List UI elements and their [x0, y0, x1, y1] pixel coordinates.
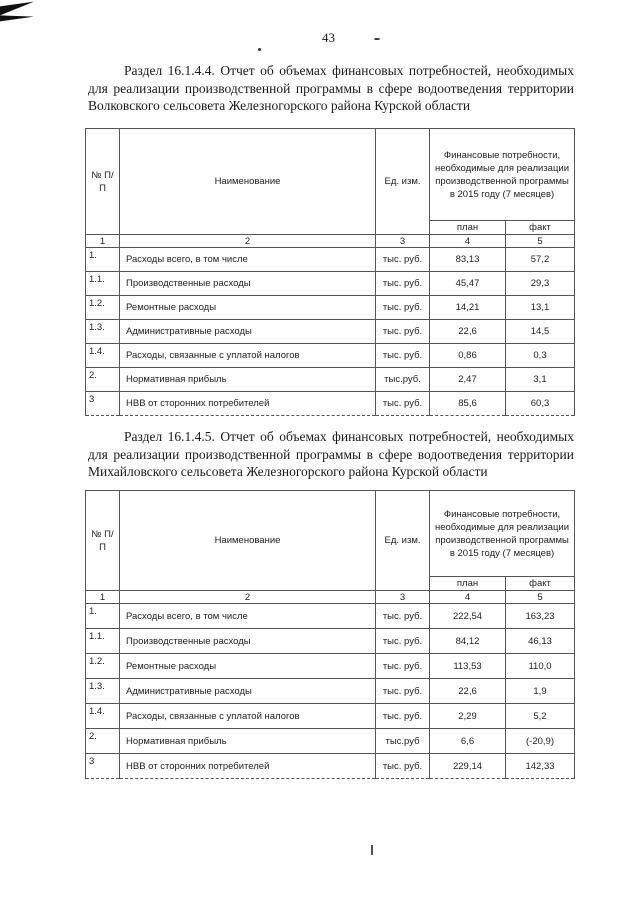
- row-unit: тыс. руб.: [376, 392, 430, 416]
- table-row: [86, 679, 575, 704]
- row-fact-value: 46,13: [506, 629, 575, 654]
- row-number: 1.3.: [86, 320, 120, 344]
- row-name: Ремонтные расходы: [120, 296, 376, 320]
- row-number: 1.3.: [86, 679, 120, 704]
- column-index: 1: [86, 591, 120, 604]
- row-name: Производственные расходы: [120, 629, 376, 654]
- row-number: 1.1.: [86, 272, 120, 296]
- column-index: 4: [430, 235, 506, 248]
- table-row: [86, 629, 575, 654]
- header-financial-needs: Финансовые потребности, необходимые для реализации производственной программы в 2015 году (7 месяцев): [430, 129, 575, 221]
- row-plan-value: 2,29: [430, 704, 506, 729]
- page-number: 43: [322, 30, 335, 45]
- header-name: Наименование: [120, 491, 376, 591]
- row-plan-value: 14,21: [430, 296, 506, 320]
- row-plan-value: 229,14: [430, 754, 506, 779]
- header-number: № П/П: [86, 129, 120, 235]
- row-unit: тыс. руб.: [376, 704, 430, 729]
- header-plan: план: [430, 577, 506, 591]
- row-unit: тыс.руб: [376, 729, 430, 754]
- row-unit: тыс. руб.: [376, 320, 430, 344]
- column-index: 3: [376, 235, 430, 248]
- column-index-row: [86, 235, 575, 248]
- table-row: [86, 729, 575, 754]
- header-name: Наименование: [120, 129, 376, 235]
- row-plan-value: 2,47: [430, 368, 506, 392]
- row-fact-value: 0,3: [506, 344, 575, 368]
- row-name: Ремонтные расходы: [120, 654, 376, 679]
- row-unit: тыс. руб.: [376, 344, 430, 368]
- row-name: Административные расходы: [120, 679, 376, 704]
- table-row: [86, 392, 575, 416]
- row-plan-value: 84,12: [430, 629, 506, 654]
- row-fact-value: 110,0: [506, 654, 575, 679]
- row-plan-value: 45,47: [430, 272, 506, 296]
- row-fact-value: 13,1: [506, 296, 575, 320]
- row-name: Расходы всего, в том числе: [120, 248, 376, 272]
- row-unit: тыс. руб.: [376, 604, 430, 629]
- row-fact-value: 3,1: [506, 368, 575, 392]
- row-unit: тыс. руб.: [376, 754, 430, 779]
- row-fact-value: (-20,9): [506, 729, 575, 754]
- row-unit: тыс. руб.: [376, 272, 430, 296]
- row-plan-value: 222,54: [430, 604, 506, 629]
- row-number: 1.4.: [86, 704, 120, 729]
- row-number: 1.2.: [86, 654, 120, 679]
- header-number: № П/П: [86, 491, 120, 591]
- row-number: 2.: [86, 368, 120, 392]
- column-index-row: [86, 591, 575, 604]
- row-fact-value: 14,5: [506, 320, 575, 344]
- table-row: [86, 272, 575, 296]
- financial-needs-table: [85, 490, 575, 779]
- table-row: [86, 320, 575, 344]
- row-number: 3: [86, 392, 120, 416]
- row-name: НВВ от сторонних потребителей: [120, 754, 376, 779]
- header-unit: Ед. изм.: [376, 491, 430, 591]
- row-plan-value: 22,6: [430, 320, 506, 344]
- row-name: Нормативная прибыль: [120, 368, 376, 392]
- scan-speck: [258, 48, 261, 51]
- column-index: 2: [120, 235, 376, 248]
- row-unit: тыс. руб.: [376, 629, 430, 654]
- section-title: Раздел 16.1.4.5. Отчет об объемах финансовых потребностей, необходимых для реализации производственной программы в сфере водоотведения территории Михайловского сельсовета Железногорского района Курской области: [88, 429, 574, 479]
- row-plan-value: 6,6: [430, 729, 506, 754]
- row-name: Нормативная прибыль: [120, 729, 376, 754]
- row-name: Расходы, связанные с уплатой налогов: [120, 344, 376, 368]
- row-fact-value: 57,2: [506, 248, 575, 272]
- table-row: [86, 344, 575, 368]
- row-fact-value: 163,23: [506, 604, 575, 629]
- row-number: 1.4.: [86, 344, 120, 368]
- row-plan-value: 0,86: [430, 344, 506, 368]
- row-plan-value: 85,6: [430, 392, 506, 416]
- row-unit: тыс.руб.: [376, 368, 430, 392]
- row-unit: тыс. руб.: [376, 296, 430, 320]
- table-row: [86, 604, 575, 629]
- column-index: 5: [506, 235, 575, 248]
- table-row: [86, 754, 575, 779]
- column-index: 4: [430, 591, 506, 604]
- row-name: Производственные расходы: [120, 272, 376, 296]
- row-name: Административные расходы: [120, 320, 376, 344]
- section-title: Раздел 16.1.4.4. Отчет об объемах финансовых потребностей, необходимых для реализации производственной программы в сфере водоотведения территории Волковского сельсовета Железногорского района Курской области: [88, 63, 574, 113]
- row-fact-value: 5,2: [506, 704, 575, 729]
- row-number: 1.1.: [86, 629, 120, 654]
- column-index: 3: [376, 591, 430, 604]
- row-fact-value: 60,3: [506, 392, 575, 416]
- table-row: [86, 248, 575, 272]
- row-unit: тыс. руб.: [376, 679, 430, 704]
- corner-scan-mark: [0, 2, 34, 22]
- row-plan-value: 22,6: [430, 679, 506, 704]
- row-number: 1.: [86, 604, 120, 629]
- row-fact-value: 142,33: [506, 754, 575, 779]
- row-plan-value: 83,13: [430, 248, 506, 272]
- row-unit: тыс. руб.: [376, 248, 430, 272]
- row-unit: тыс. руб.: [376, 654, 430, 679]
- table-row: [86, 704, 575, 729]
- row-name: Расходы всего, в том числе: [120, 604, 376, 629]
- header-fact: факт: [506, 221, 575, 235]
- row-plan-value: 113,53: [430, 654, 506, 679]
- header-plan: план: [430, 221, 506, 235]
- row-number: 1.2.: [86, 296, 120, 320]
- column-index: 5: [506, 591, 575, 604]
- row-number: 2.: [86, 729, 120, 754]
- header-fact: факт: [506, 577, 575, 591]
- row-name: НВВ от сторонних потребителей: [120, 392, 376, 416]
- header-financial-needs: Финансовые потребности, необходимые для реализации производственной программы в 2015 году (7 месяцев): [430, 491, 575, 577]
- column-index: 2: [120, 591, 376, 604]
- financial-needs-table: [85, 128, 575, 416]
- row-number: 1.: [86, 248, 120, 272]
- row-fact-value: 1,9: [506, 679, 575, 704]
- row-number: 3: [86, 754, 120, 779]
- column-index: 1: [86, 235, 120, 248]
- row-fact-value: 29,3: [506, 272, 575, 296]
- row-name: Расходы, связанные с уплатой налогов: [120, 704, 376, 729]
- scan-speck: [371, 845, 373, 855]
- scan-speck: [374, 38, 380, 40]
- table-row: [86, 296, 575, 320]
- header-unit: Ед. изм.: [376, 129, 430, 235]
- table-row: [86, 368, 575, 392]
- table-row: [86, 654, 575, 679]
